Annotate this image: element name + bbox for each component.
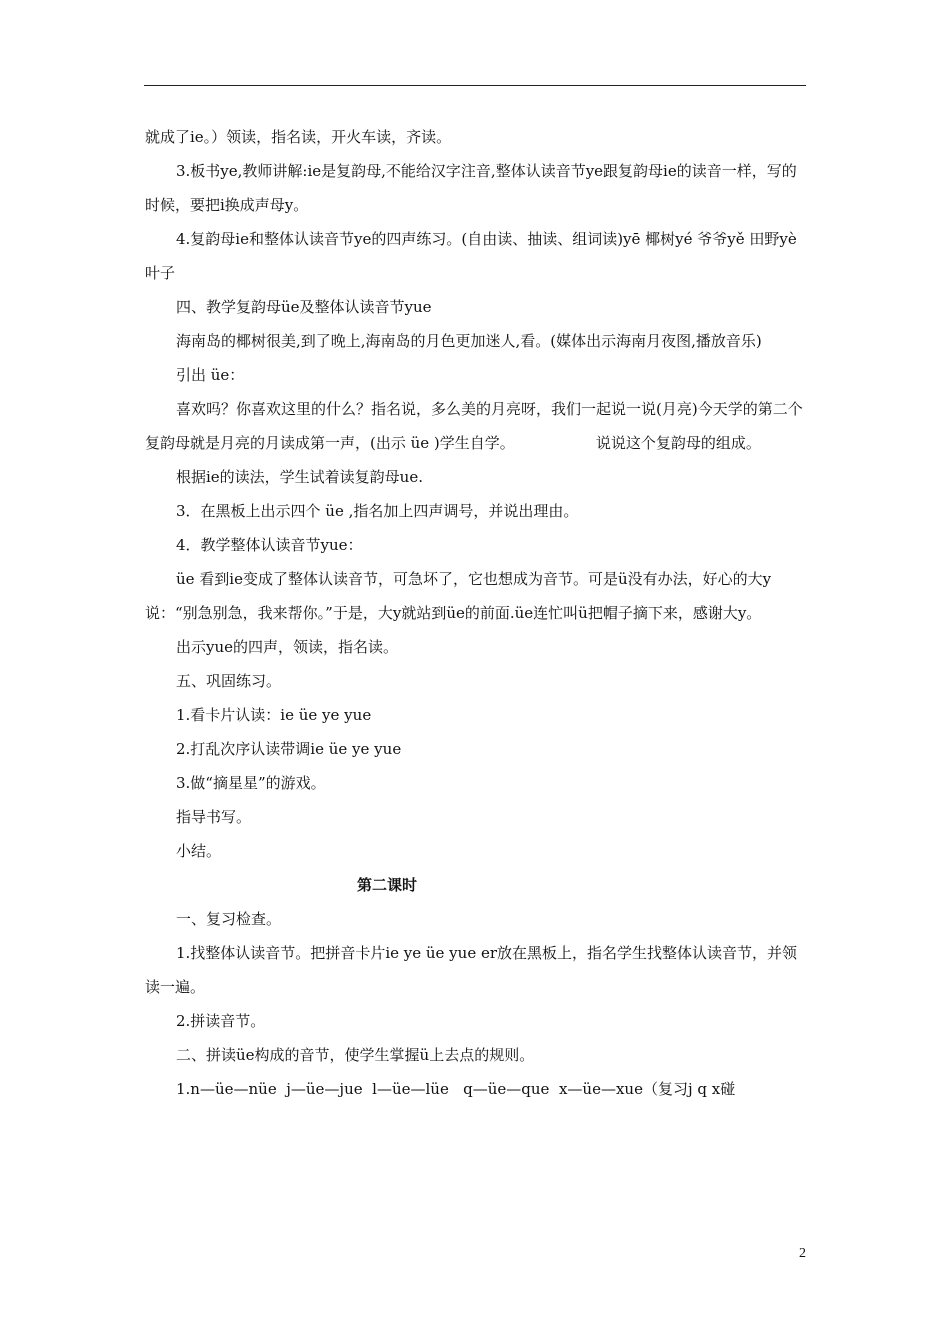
paragraph: 3．在黑板上出示四个 üe ,指名加上四声调号，并说出理由。 [176,502,579,520]
lesson-title: 第二课时 [357,876,418,894]
paragraph: 4.复韵母ie和整体认读音节ye的四声练习。(自由读、抽读、组词读)yē 椰树yé 爷爷yě 田野yè 叶子 [145,230,802,282]
paragraph: 海南岛的椰树很美,到了晚上,海南岛的月色更加迷人,看。(媒体出示海南月夜图,播放音乐) [176,332,762,350]
list-item: 3.做“摘星星”的游戏。 [176,774,326,792]
paragraph: 喜欢吗？你喜欢这里的什么？指名说，多么美的月亮呀，我们一起说一说(月亮)今天学的第二个复韵母就是月亮的月读成第一声，(出示 üe )学生自学。 说说这个复韵母的组成。 [145,400,803,452]
paragraph: 指导书写。 [176,808,252,826]
paragraph: 1.找整体认读音节。把拼音卡片ie ye üe yue er放在黑板上，指名学生找整体认读音节，并领读一遍。 [145,944,798,996]
list-item: 2.打乱次序认读带调ie üe ye yue [176,740,402,758]
paragraph: 根据ie的读法，学生试着读复韵母ue. [176,468,423,486]
paragraph: 小结。 [176,842,222,860]
paragraph: 出示yue的四声，领读，指名读。 [176,638,399,656]
section-heading: 二、拼读üe构成的音节，使学生掌握ü上去点的规则。 [176,1046,535,1064]
section-heading: 五、巩固练习。 [176,672,282,690]
paragraph: 3.板书ye,教师讲解:ie是复韵母,不能给汉字注音,整体认读音节ye跟复韵母ie的读音一样，写的时候，要把i换成声母y。 [145,162,797,214]
paragraph: üe 看到ie变成了整体认读音节，可急坏了，它也想成为音节。可是ü没有办法，好心的大y说：“别急别急，我来帮你。”于是，大y就站到üe的前面.üe连忙叫ü把帽子摘下来，感谢大y。 [145,570,772,622]
paragraph: 引出 üe： [176,366,245,384]
paragraph: 1.n—üe—nüe j—üe—jue l—üe—lüe q—üe—que x—üe—xue（复习j q x碰 [176,1080,736,1098]
list-item: 1.看卡片认读：ie üe ye yue [176,706,372,724]
paragraph: 就成了ie。）领读，指名读，开火车读，齐读。 [145,128,452,146]
paragraph: 4．教学整体认读音节yue： [176,536,363,554]
header-rule [144,85,806,86]
paragraph: 2.拼读音节。 [176,1012,266,1030]
page-number: 2 [799,1246,806,1261]
section-heading: 一、复习检查。 [176,910,282,928]
document-body [145,120,807,1106]
section-heading: 四、教学复韵母üe及整体认读音节yue [176,298,432,316]
